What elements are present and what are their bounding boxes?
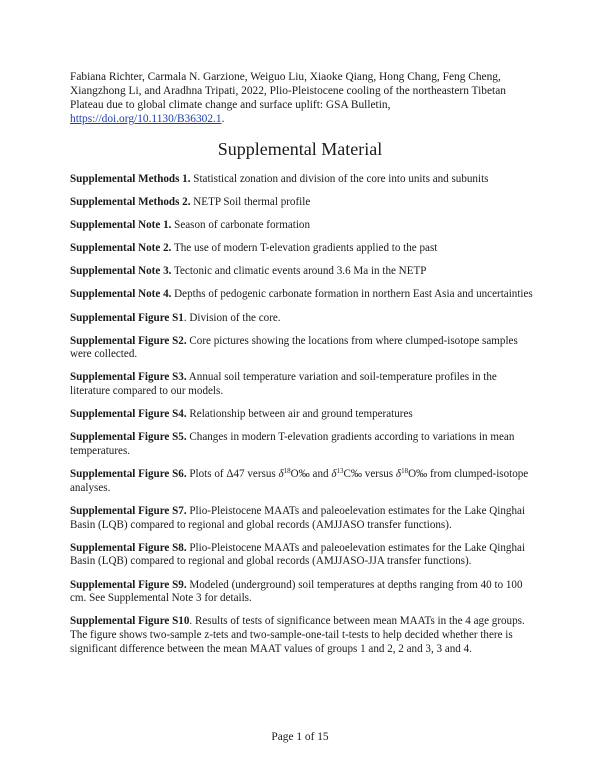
entry-text: Modeled (underground) soil temperatures at depths ranging from 40 to 100 cm. See Supplemental Note 3 for details. (70, 578, 523, 605)
entry-text: O‰ from clumped-isotope analyses. (70, 468, 529, 494)
entry-figure-s6 (70, 468, 536, 495)
entry-label: Supplemental Note 3. (70, 265, 172, 278)
entry-text: . Division of the core. (183, 311, 281, 324)
entry-figure-s10 (70, 615, 536, 656)
delta-symbol: δ (331, 468, 337, 481)
isotope-superscript: 18 (283, 467, 291, 476)
entry-text: Relationship between air and ground temperatures (186, 408, 413, 421)
citation (70, 70, 540, 126)
page-title: Supplemental Material (217, 139, 383, 159)
isotope-superscript: 13 (336, 467, 344, 476)
delta-symbol: δ (395, 468, 402, 481)
entry-label: Supplemental Figure S2. (70, 334, 187, 347)
entry-text: Plots of Δ47 versus (186, 468, 279, 481)
entry-note-1 (70, 219, 536, 233)
entry-label: Supplemental Note 2. (70, 242, 172, 255)
entry-text: The use of modern T-elevation gradients applied to the past (171, 242, 438, 255)
entry-methods-1 (70, 173, 536, 187)
entry-note-4 (70, 288, 536, 302)
entry-label: Supplemental Figure S8. (70, 541, 187, 554)
entry-text: C‰ versus (343, 468, 396, 481)
entry-figure-s7 (70, 505, 536, 532)
entry-label: Supplemental Figure S9. (70, 578, 187, 591)
entry-label: Supplemental Figure S10 (70, 615, 190, 628)
entry-text: Plio-Pleistocene MAATs and paleoelevation estimates for the Lake Qinghai Basin (LQB) compared to regional and global records (AMJJASO-JJA transfer functions). (70, 541, 526, 568)
entry-label: Supplemental Figure S5. (70, 431, 187, 444)
entry-text: O‰ and (290, 468, 332, 481)
entry-text: NETP Soil thermal profile (190, 196, 311, 209)
entry-label: Supplemental Methods 2. (70, 196, 191, 209)
entry-label: Supplemental Note 4. (70, 288, 172, 301)
entry-text: Changes in modern T-elevation gradients according to variations in mean temperatures. (70, 431, 515, 458)
entry-label: Supplemental Figure S1 (70, 311, 184, 324)
entry-text: Core pictures showing the locations from where clumped-isotope samples were collected. (70, 334, 518, 361)
entry-figure-s5 (70, 431, 536, 458)
entry-label: Supplemental Figure S6. (70, 468, 187, 481)
entry-figure-s9 (70, 579, 536, 606)
entry-figure-s2 (70, 335, 536, 362)
entry-text: Plio-Pleistocene MAATs and paleoelevation estimates for the Lake Qinghai Basin (LQB) compared to regional and global records (AMJJASO transfer functions). (70, 504, 526, 531)
entry-label: Supplemental Methods 1. (70, 173, 191, 185)
entry-label: Supplemental Figure S7. (70, 504, 187, 517)
entry-text: Season of carbonate formation (171, 219, 311, 232)
entry-methods-2 (70, 196, 536, 210)
page-number: Page 1 of 15 (271, 731, 329, 743)
entry-text: . Results of tests of significance between mean MAATs in the 4 age groups. The figure shows two-sample z-tets and two-sample-one-tail t-tests to help decided whether there is significant difference between the mean MAAT values of groups 1 and 2, 2 and 3, 3 and 4. (70, 615, 525, 655)
delta-symbol: δ (278, 468, 284, 481)
entry-text: Depths of pedogenic carbonate formation in northern East Asia and uncertainties (171, 288, 533, 301)
entry-figure-s8 (70, 542, 536, 569)
entry-figure-s3 (70, 371, 536, 398)
entry-text: Statistical zonation and division of the core into units and subunits (190, 173, 489, 185)
contents-list (70, 173, 536, 666)
isotope-superscript: 18 (401, 467, 409, 476)
entry-note-3 (70, 265, 536, 279)
citation-end: . (221, 113, 225, 125)
entry-label: Supplemental Figure S3. (70, 371, 187, 384)
entry-label: Supplemental Figure S4. (70, 408, 187, 421)
entry-text: Annual soil temperature variation and soil-temperature profiles in the literature compared to our models. (70, 371, 497, 398)
entry-note-2 (70, 242, 536, 256)
entry-text: Tectonic and climatic events around 3.6 Ma in the NETP (171, 265, 427, 278)
entry-label: Supplemental Note 1. (70, 219, 172, 232)
entry-figure-s1 (70, 312, 536, 326)
doi-link[interactable]: https://doi.org/10.1130/B36302.1 (70, 113, 222, 125)
citation-text: Fabiana Richter, Carmala N. Garzione, Weiguo Liu, Xiaoke Qiang, Hong Chang, Feng Cheng, Xiangzhong Li, and Aradhna Tripati, 2022, Plio-Pleistocene cooling of the northeastern Tibetan Plateau due to global climate change and surface uplift: GSA Bulletin, (70, 71, 506, 111)
entry-figure-s4 (70, 408, 536, 422)
